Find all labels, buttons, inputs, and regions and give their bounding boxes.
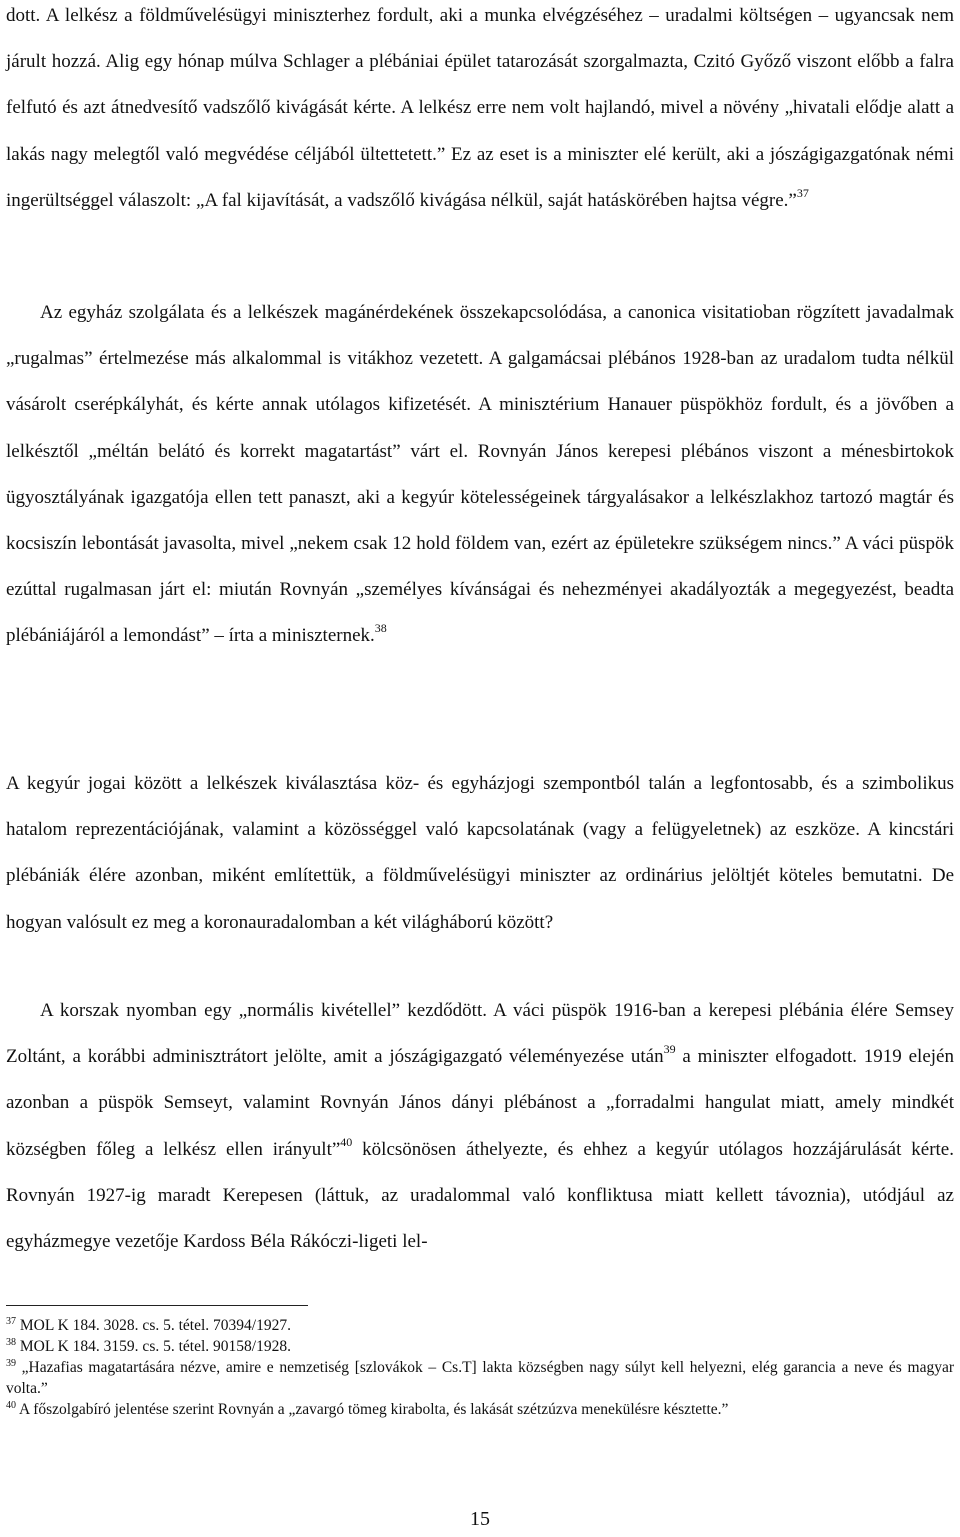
footnote-ref-39[interactable]: 39 [663, 1042, 676, 1057]
footnote-separator [6, 1305, 308, 1306]
body-paragraph [6, 290, 954, 660]
paragraph-text: A korszak nyomban egy „normális kivétellel” kezdődött. A váci püspök 1916-ban a kerepesi plébánia élére Semsey Zoltánt, a korábbi adminisztrátort jelölte, amit a jószágigazgató véleményezése után [6, 1000, 954, 1068]
footnote-text: „Hazafias magatartására nézve, amire e nemzetiség [szlovákok – Cs.T] lakta községben nagy súlyt kell helyezni, elég garancia a neve és magyar volta.” [6, 1359, 954, 1397]
footnote-number: 37 [6, 1316, 16, 1327]
footnote-ref-37[interactable]: 37 [796, 185, 809, 200]
footnote-number: 38 [6, 1337, 16, 1348]
body-paragraph [6, 988, 954, 1265]
footnote-item [6, 1399, 954, 1420]
paragraph-text: A kegyúr jogai között a lelkészek kiválasztása köz- és egyházjogi szempontból talán a legfontosabb, és a szimbolikus hatalom reprezentációjának, valamint a közösséggel való kapcsolatának (vagy a felügyeletnek) az eszköze. A kincstári plébániák élére azonban, miként említettük, a földművelésügyi miniszter az ordinárius jelöltjét köteles bemutatni. De hogyan valósult ez meg a koronauradalomban a két világháború között? [6, 773, 954, 933]
paragraph-text: kölcsönösen áthelyezte, és ehhez a kegyúr utólagos hozzájárulását kérte. Rovnyán 1927-ig maradt Kerepesen (láttuk, az uradalommal való konfliktusa miatt kellett távoznia), utódjául az egyházmegye vezetője Kardoss Béla Rákóczi-ligeti lel- [6, 1138, 954, 1253]
paragraph-text: dott. A lelkész a földművelésügyi miniszterhez fordult, aki a munka elvégzéséhez – uradalmi költségen – ugyancsak nem járult hozzá. Alig egy hónap múlva Schlager a plébániai épület tatarozását szorgalmazta, Czitó Győző viszont előbb a falra felfutó és azt átnedvesítő vadszőlő kivágását kérte. A lelkész erre nem volt hajlandó, mivel a növény „hivatali elődje alatt a lakás nagy melegtől való megvédése céljából ültettetett.” Ez az eset is a miniszter elé került, aki a jószágigazgatónak némi ingerültséggel válaszolt: „A fal kijavítását, a vadszőlő kivágása nélkül, saját hatáskörében hajtsa végre.” [6, 5, 954, 211]
paragraph-text: a miniszter elfogadott. 1919 elején azonban a püspök Semseyt, valamint Rovnyán János dányi plébánost a „forradalmi hangulat miatt, amely mindkét községben főleg a lelkész ellen irányult” [6, 1046, 954, 1160]
footnote-item [6, 1357, 954, 1399]
footnote-ref-40[interactable]: 40 [340, 1134, 353, 1149]
footnotes [6, 1315, 954, 1420]
footnote-number: 40 [6, 1400, 16, 1411]
page-number: 15 [470, 1508, 490, 1530]
footnote-text: A főszolgabíró jelentése szerint Rovnyán a „zavargó tömeg kirabolta, és lakását szétzúzva menekülésre késztette.” [16, 1401, 729, 1418]
footnote-number: 39 [6, 1358, 16, 1369]
body-paragraph [6, 761, 954, 946]
body-paragraph [6, 0, 954, 224]
footnote-text: MOL K 184. 3028. cs. 5. tétel. 70394/1927. [16, 1317, 291, 1334]
footnote-ref-38[interactable]: 38 [374, 621, 387, 636]
paragraph-text: Az egyház szolgálata és a lelkészek magánérdekének összekapcsolódása, a canonica visitatioban rögzített javadalmak „rugalmas” értelmezése más alkalommal is vitákhoz vezetett. A galgamácsai plébános 1928-ban az uradalom tudta nélkül vásárolt cserépkályhát, és kérte annak utólagos kifizetését. A minisztérium Hanauer püspökhöz fordult, és a jövőben a lelkésztől „méltán belátó és korrekt magatartást” várt el. Rovnyán János kerepesi plébános viszont a ménesbirtokok ügyosztályának igazgatója ellen tett panaszt, aki a kegyúr kötelességeinek tárgyalásakor a lelkészlakhoz tartozó magtár és kocsiszín lebontását javasolta, mivel „nekem csak 12 hold földem van, ezért az épületekre szükségem nincs.” A váci püspök ezúttal rugalmasan járt el: miután Rovnyán „személyes kívánságai és nehezményei akadályozták a megegyezést, beadta plébániájáról a lemondást” – írta a miniszternek. [6, 302, 954, 647]
footnote-item [6, 1336, 954, 1357]
footnote-text: MOL K 184. 3159. cs. 5. tétel. 90158/1928. [16, 1338, 291, 1355]
footnote-item [6, 1315, 954, 1336]
